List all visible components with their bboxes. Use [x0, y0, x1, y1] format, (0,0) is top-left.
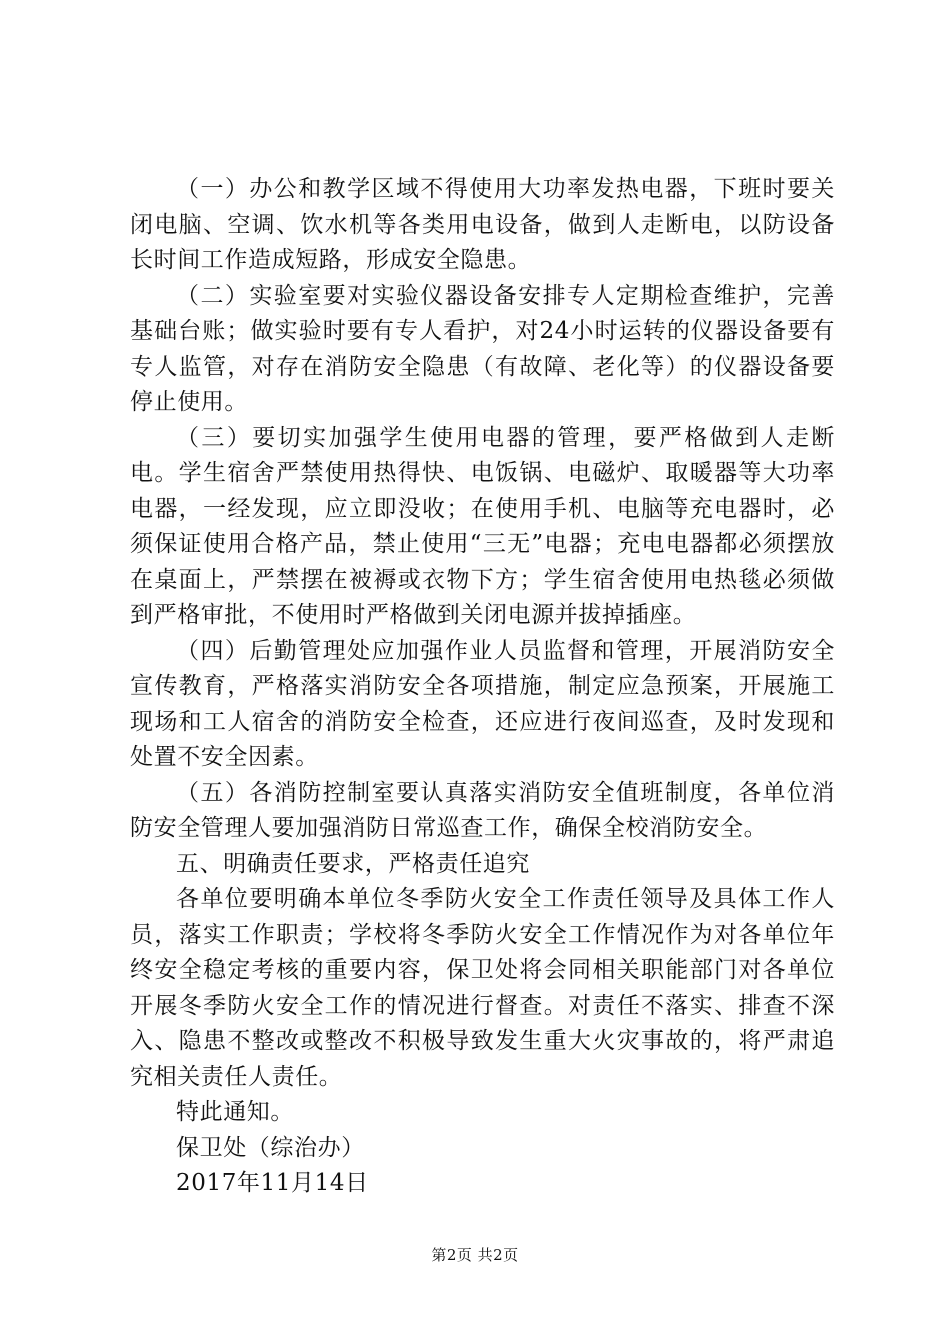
- page-number-footer: 第2页 共2页: [431, 1246, 519, 1264]
- paragraph-item-4: （四）后勤管理处应加强作业人员监督和管理，开展消防安全宣传教育，严格落实消防安全各项措施，制定应急预案，开展施工现场和工人宿舍的消防安全检查，还应进行夜间巡查，及时发现和处置不安全因素。: [130, 637, 835, 770]
- paragraph-item-5: （五）各消防控制室要认真落实消防安全值班制度，各单位消防安全管理人要加强消防日常巡查工作，确保全校消防安全。: [130, 779, 835, 841]
- paragraph-item-3: （三）要切实加强学生使用电器的管理，要严格做到人走断电。学生宿舍严禁使用热得快、电饭锅、电磁炉、取暖器等大功率电器，一经发现，应立即没收；在使用手机、电脑等充电器时，必须保证使用合格产品，禁止使用“三无”电器；充电电器都必须摆放在桌面上，严禁摆在被褥或衣物下方；学生宿舍使用电热毯必须做到严格审批，不使用时严格做到关闭电源并拔掉插座。: [130, 424, 835, 628]
- section-paragraph: 各单位要明确本单位冬季防火安全工作责任领导及具体工作人员，落实工作职责；学校将冬季防火安全工作情况作为对各单位年终安全稳定考核的重要内容，保卫处将会同相关职能部门对各单位开展冬季防火安全工作的情况进行督查。对责任不落实、排查不深入、隐患不整改或整改不积极导致发生重大火灾事故的，将严肃追究相关责任人责任。: [130, 886, 835, 1090]
- section-heading: 五、明确责任要求，严格责任追究: [176, 850, 530, 877]
- date-text: 2017年11月14日: [176, 1170, 369, 1196]
- signature-text: 保卫处（综治办）: [176, 1134, 365, 1161]
- paragraph-item-1: （一）办公和教学区域不得使用大功率发热电器，下班时要关闭电脑、空调、饮水机等各类用电设备，做到人走断电，以防设备长时间工作造成短路，形成安全隐患。: [130, 176, 835, 273]
- document-body: [130, 172, 835, 1202]
- closing-text: 特此通知。: [176, 1099, 294, 1125]
- paragraph-item-2: （二）实验室要对实验仪器设备安排专人定期检查维护，完善基础台账；做实验时要有专人看护，对24小时运转的仪器设备要有专人监管，对存在消防安全隐患（有故障、老化等）的仪器设备要停止使用。: [130, 282, 835, 415]
